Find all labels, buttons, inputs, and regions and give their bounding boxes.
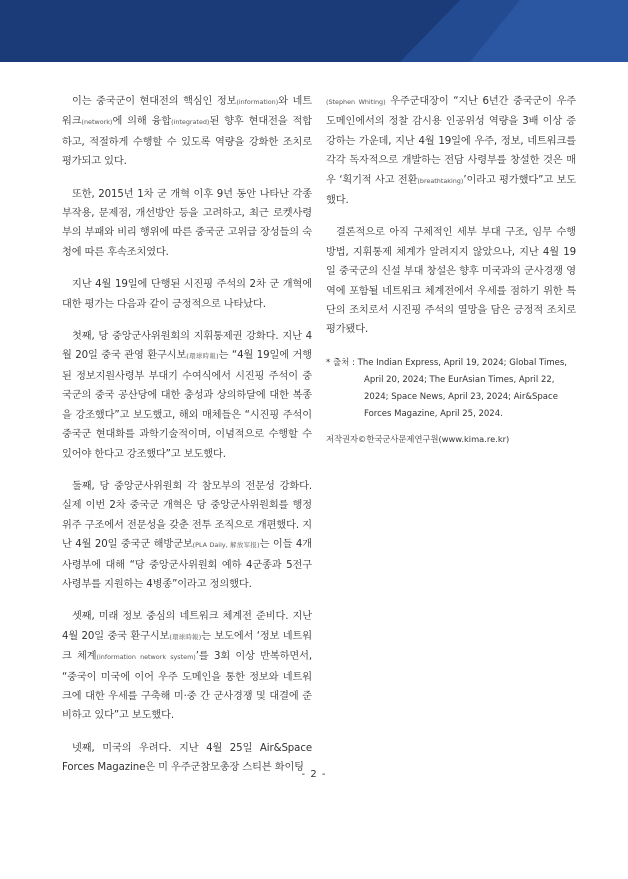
- annotation: (information): [236, 98, 279, 106]
- header-band: [0, 0, 628, 62]
- paragraph-9: 결론적으로 아직 구체적인 세부 부대 구조, 임무 수행 방법, 지휘통제 체계가 알려지지 않았으나, 지난 4월 19일 중국군의 신설 부대 창설은 향후 미국과의 군사경쟁 영역에 포함될 네트워크 체계전에서 우세를 점하기 위한 특단의 조치로서 시진핑 주석의 열망을 담은 긍정적 조치로 평가됐다.: [326, 227, 576, 336]
- paragraph-2: 또한, 2015년 1차 군 개혁 이후 9년 동안 나타난 각종 부작용, 문제점, 개선방안 등을 고려하고, 최근 로켓사령부의 부패와 비리 행위에 따른 중국군 고위급 장성들의 숙청에 따른 후속조치였다.: [62, 188, 312, 258]
- paragraph-3: 지난 4월 19일에 단행된 시진핑 주석의 2차 군 개혁에 대한 평가는 다음과 같이 긍정적으로 나타났다.: [62, 279, 312, 310]
- annotation: (PLA Daily, 解放军报): [192, 541, 260, 550]
- paragraph-8: (Stephen Whiting) 우주군대장이 “지난 6년간 중국군이 우주 도메인에서의 정찰 감시용 인공위성 역량을 3배 이상 증강하는 가운데, 지난 4월 19일에 우주, 정보, 네트워크를 각각 독자적으로 개발하는 전담 사령부를 창설한 것은 매우 ‘획기적 사고 전환(breathtaking)’이라고 평가했다”고 보도했다.: [326, 96, 576, 207]
- paragraph-1: 이는 중국군이 현대전의 핵심인 정보(information)와 네트워크(network)에 의해 융합(integrated)된 향후 현대전을 적합하고, 적절하게 수행할 수 있도록 역량을 강화한 조치로 평가되고 있다.: [62, 96, 312, 168]
- header-band-decoration: [0, 0, 628, 62]
- right-column: [326, 92, 576, 445]
- paragraph-7: 넷째, 미국의 우려다. 지난 4월 25일 Air&Space Forces Magazine은 미 우주군참모총장 스티븐 화이팅: [62, 742, 312, 774]
- page-number: - 2 -: [301, 769, 327, 780]
- copyright-notice: 저작권자©한국군사문제연구원(www.kima.re.kr): [326, 433, 510, 444]
- left-column: [62, 92, 312, 791]
- annotation: (環球時報): [169, 632, 202, 641]
- annotation: (Stephen Whiting): [326, 98, 386, 106]
- annotation: (breathtaking): [417, 176, 464, 185]
- annotation: (information network system): [96, 653, 196, 662]
- annotation: (integrated): [171, 118, 210, 127]
- paragraph-6: 셋째, 미래 정보 중심의 네트워크 체계전 준비다. 지난 4월 20일 중국 환구시보(環球時報)는 보도에서 ‘정보 네트워크 체계(information network system)’를 3회 이상 반복하면서, “중국이 미국에 이어 우주 도메인을 통한 정보와 네트워크에 대한 우세를 구축해 미·중 간 군사경쟁 및 대결에 준비하고 있다”고 보도했다.: [62, 611, 312, 722]
- annotation: (network): [81, 118, 113, 127]
- paragraph-4: 첫째, 당 중앙군사위원회의 지휘통제권 강화다. 지난 4월 20일 중국 관영 환구시보(環球時報)는 “4월 19일에 거행된 정보지원사령부 부대기 수여식에서 시진핑 주석이 중국군의 중국 공산당에 대한 충성과 상의하달에 대한 복종을 강조했다”고 보도했고, 해외 매체들은 “시진핑 주석이 중국군 현대화를 과학기술적이며, 이념적으로 수행할 수 있어야 한다고 강조했다”고 보도했다.: [62, 331, 312, 460]
- source-note: * 출처 : The Indian Express, April 19, 2024; Global Times, April 20, 2024; The EurAsian Times, April 22, 2024; Space News, April 23, 2024; Air&Space Forces Magazine, April 25, 2024.: [326, 357, 567, 419]
- annotation: (環球時報): [186, 352, 219, 361]
- paragraph-5: 둘째, 당 중앙군사위원회 각 참모부의 전문성 강화다. 실제 이번 2차 중국군 개혁은 당 중앙군사위원회를 행정 위주 구조에서 전문성을 갖춘 전투 조직으로 개편했다. 지난 4월 20일 중국군 해방군보(PLA Daily, 解放军报)는 이들 4개 사령부에 대해 “당 중앙군사위원회 예하 4군종과 5전구사령부를 지원하는 4병종”이라고 정의했다.: [62, 480, 313, 590]
